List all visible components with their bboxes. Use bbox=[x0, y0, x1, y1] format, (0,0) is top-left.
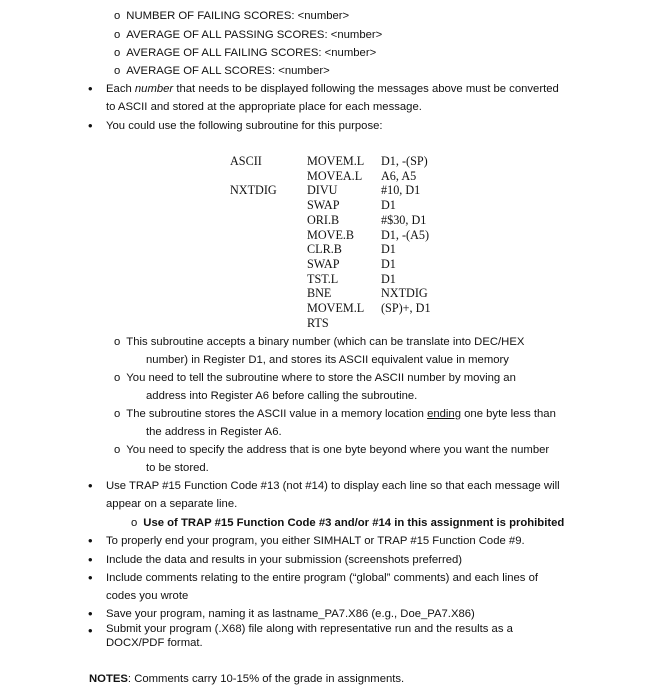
sub-item-text: NUMBER OF FAILING SCORES: <number> bbox=[126, 10, 350, 22]
bullet-marker: • bbox=[88, 81, 93, 96]
code-operands: A6, A5 bbox=[381, 168, 417, 183]
code-instruction: MOVEA.L bbox=[307, 168, 363, 183]
sub-marker: o bbox=[114, 408, 121, 420]
bullet-text: Save your program, naming it as lastname_PA7.X86 (e.g., Doe_PA7.X86) bbox=[106, 608, 475, 620]
sub-marker: o bbox=[114, 372, 121, 384]
list-item bbox=[114, 369, 516, 387]
code-label: ASCII bbox=[230, 154, 262, 168]
code-instruction: MOVE.B bbox=[307, 227, 355, 242]
sub-marker: o bbox=[114, 444, 121, 456]
code-operands: D1 bbox=[381, 256, 396, 271]
bullet-text: Submit your program (.X68) file along with representative run and the results as a bbox=[106, 623, 513, 635]
sub-item-text: AVERAGE OF ALL FAILING SCORES: <number> bbox=[126, 47, 377, 59]
code-line bbox=[230, 228, 431, 243]
code-label: NXTDIG bbox=[230, 183, 277, 198]
bullet-marker: • bbox=[88, 552, 93, 567]
list-item bbox=[114, 62, 330, 80]
code-line bbox=[230, 257, 431, 272]
code-label bbox=[230, 242, 307, 257]
code-line bbox=[230, 272, 431, 287]
note-text-cont: to be stored. bbox=[146, 462, 209, 474]
bullet-text: Each number that needs to be displayed following the messages above must be converted bbox=[106, 83, 559, 95]
code-instruction: MOVEM.L bbox=[307, 301, 365, 316]
bullet-text-cont: appear on a separate line. bbox=[106, 498, 238, 510]
sub-item-text: AVERAGE OF ALL PASSING SCORES: <number> bbox=[126, 29, 383, 41]
code-label bbox=[230, 228, 307, 243]
sub-marker: o bbox=[114, 29, 121, 41]
bullet-text: Use TRAP #15 Function Code #13 (not #14) to display each line so that each message will bbox=[106, 480, 560, 492]
bullet-text: Include comments relating to the entire program (“global” comments) and each lines of bbox=[106, 572, 539, 584]
code-line bbox=[230, 198, 431, 213]
sub-marker: o bbox=[114, 65, 121, 77]
code-label bbox=[230, 301, 307, 316]
code-line bbox=[230, 213, 431, 228]
code-operands: #10, D1 bbox=[381, 183, 421, 198]
code-operands: (SP)+, D1 bbox=[381, 301, 431, 316]
code-operands: D1 bbox=[381, 271, 396, 286]
note-text: You need to specify the address that is one byte beyond where you want the number bbox=[126, 444, 550, 456]
code-line bbox=[230, 242, 431, 257]
bullet-text-cont: codes you wrote bbox=[106, 590, 189, 602]
list-item bbox=[114, 441, 549, 459]
code-label bbox=[230, 198, 307, 213]
bullet-text: Include the data and results in your submission (screenshots preferred) bbox=[106, 554, 463, 566]
bullet-text-cont: to ASCII and stored at the appropriate place for each message. bbox=[106, 101, 422, 113]
bullet-text-cont: DOCX/PDF format. bbox=[106, 637, 203, 649]
code-instruction: BNE bbox=[307, 286, 332, 301]
bullet-text: You could use the following subroutine for this purpose: bbox=[106, 120, 383, 132]
note-text: You need to tell the subroutine where to store the ASCII number by moving an bbox=[126, 372, 516, 384]
bullet-marker: • bbox=[88, 118, 93, 133]
prohibited-note: o Use of TRAP #15 Function Code #3 and/or #14 in this assignment is prohibited bbox=[131, 517, 565, 529]
notes-line bbox=[89, 670, 404, 688]
code-instruction: SWAP bbox=[307, 256, 340, 271]
code-line bbox=[230, 183, 431, 198]
notes-label: NOTES bbox=[89, 673, 128, 685]
code-operands: D1, -(SP) bbox=[381, 154, 428, 168]
code-instruction: CLR.B bbox=[307, 242, 342, 257]
bullet-marker: • bbox=[88, 623, 93, 638]
code-operands: D1 bbox=[381, 242, 396, 257]
code-label bbox=[230, 257, 307, 272]
code-instruction: RTS bbox=[307, 315, 329, 330]
code-operands bbox=[381, 316, 431, 331]
bullet-marker: • bbox=[88, 606, 93, 621]
code-line bbox=[230, 286, 431, 301]
code-instruction: TST.L bbox=[307, 271, 339, 286]
sub-marker: o bbox=[114, 47, 121, 59]
code-line bbox=[230, 301, 431, 316]
code-instruction: DIVU bbox=[307, 183, 338, 198]
sub-marker: o bbox=[114, 10, 121, 22]
bullet-text: To properly end your program, you either SIMHALT or TRAP #15 Function Code #9. bbox=[106, 535, 525, 547]
code-operands: NXTDIG bbox=[381, 286, 428, 301]
note-text-cont: number) in Register D1, and stores its ASCII equivalent value in memory bbox=[146, 354, 509, 366]
list-item bbox=[114, 26, 382, 44]
sub-item-text: AVERAGE OF ALL SCORES: <number> bbox=[126, 65, 330, 77]
list-item bbox=[114, 7, 349, 25]
sub-marker: o bbox=[131, 517, 138, 529]
note-text-cont: address into Register A6 before calling the subroutine. bbox=[146, 390, 418, 402]
code-line bbox=[230, 316, 431, 331]
code-label bbox=[230, 169, 307, 184]
code-operands: #$30, D1 bbox=[381, 212, 427, 227]
note-text: This subroutine accepts a binary number (which can be translate into DEC/HEX bbox=[126, 336, 525, 348]
bullet-marker: • bbox=[88, 478, 93, 493]
bullet-marker: • bbox=[88, 533, 93, 548]
notes-text: : Comments carry 10-15% of the grade in assignments. bbox=[127, 673, 405, 685]
code-line bbox=[230, 169, 431, 184]
code-label bbox=[230, 316, 307, 331]
code-instruction: MOVEM.L bbox=[307, 154, 365, 168]
code-operands: D1 bbox=[381, 198, 396, 213]
sub-marker: o bbox=[114, 336, 121, 348]
list-item bbox=[114, 333, 524, 351]
code-line bbox=[230, 154, 431, 169]
code-operands: D1, -(A5) bbox=[381, 227, 430, 242]
code-instruction: SWAP bbox=[307, 198, 340, 213]
code-label bbox=[230, 213, 307, 228]
code-label bbox=[230, 286, 307, 301]
note-text-cont: the address in Register A6. bbox=[146, 426, 282, 438]
code-instruction: ORI.B bbox=[307, 212, 340, 227]
code-label bbox=[230, 272, 307, 287]
list-item bbox=[114, 44, 376, 62]
list-item: o The subroutine stores the ASCII value in a memory location ending one byte less than bbox=[114, 408, 556, 420]
bullet-marker: • bbox=[88, 570, 93, 585]
code-listing bbox=[230, 154, 431, 330]
